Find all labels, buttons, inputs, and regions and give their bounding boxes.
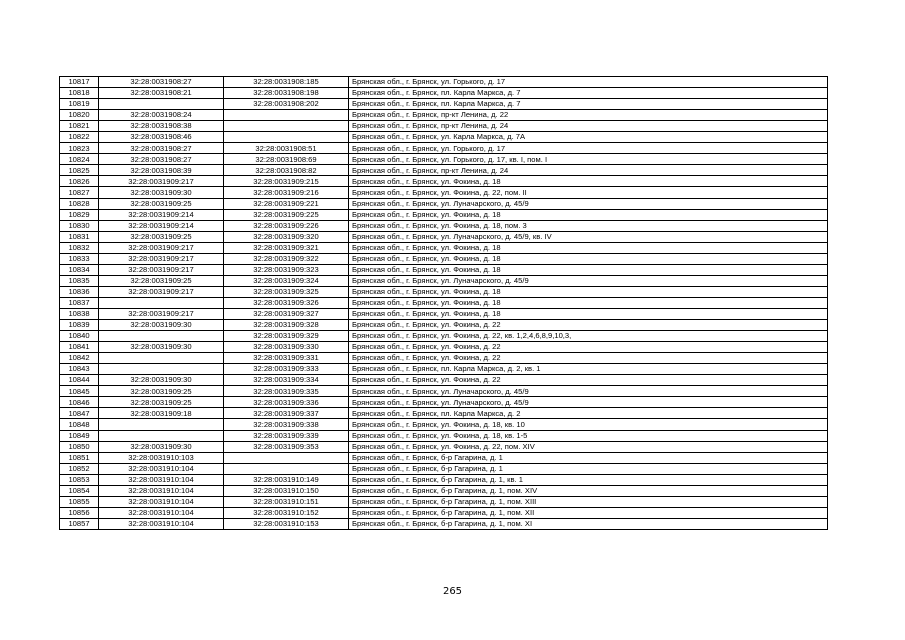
cadastral-number-cell: 32:28:0031908:69 xyxy=(224,154,349,165)
address-cell: Брянская обл., г. Брянск, ул. Фокина, д. 18, кв. 1-5 xyxy=(349,430,828,441)
parent-cadastral-number-cell: 32:28:0031909:25 xyxy=(99,397,224,408)
parent-cadastral-number-cell xyxy=(99,353,224,364)
table-row xyxy=(60,209,828,220)
cadastral-number-cell: 32:28:0031910:152 xyxy=(224,507,349,518)
table-row xyxy=(60,364,828,375)
row-number-cell: 10841 xyxy=(60,342,99,353)
parent-cadastral-number-cell: 32:28:0031909:217 xyxy=(99,253,224,264)
cadastral-number-cell: 32:28:0031909:339 xyxy=(224,430,349,441)
parent-cadastral-number-cell: 32:28:0031909:25 xyxy=(99,231,224,242)
parent-cadastral-number-cell: 32:28:0031909:25 xyxy=(99,386,224,397)
cadastral-number-cell: 32:28:0031909:321 xyxy=(224,242,349,253)
cadastral-number-cell: 32:28:0031909:221 xyxy=(224,198,349,209)
row-number-cell: 10850 xyxy=(60,441,99,452)
address-cell: Брянская обл., г. Брянск, ул. Фокина, д. 18, пом. 3 xyxy=(349,220,828,231)
address-cell: Брянская обл., г. Брянск, ул. Фокина, д. 18 xyxy=(349,297,828,308)
row-number-cell: 10823 xyxy=(60,143,99,154)
row-number-cell: 10832 xyxy=(60,242,99,253)
page-number: 265 xyxy=(442,586,463,597)
parent-cadastral-number-cell xyxy=(99,419,224,430)
table-row xyxy=(60,121,828,132)
table-row xyxy=(60,430,828,441)
cadastral-number-cell: 32:28:0031909:320 xyxy=(224,231,349,242)
cadastral-number-cell xyxy=(224,463,349,474)
parent-cadastral-number-cell: 32:28:0031909:217 xyxy=(99,242,224,253)
row-number-cell: 10846 xyxy=(60,397,99,408)
address-cell: Брянская обл., г. Брянск, б-р Гагарина, д. 1 xyxy=(349,463,828,474)
address-cell: Брянская обл., г. Брянск, ул. Фокина, д. 22, кв. 1,2,4,6,8,9,10,3, xyxy=(349,331,828,342)
parent-cadastral-number-cell: 32:28:0031908:27 xyxy=(99,77,224,88)
parent-cadastral-number-cell: 32:28:0031909:25 xyxy=(99,275,224,286)
cadastral-number-cell xyxy=(224,121,349,132)
row-number-cell: 10843 xyxy=(60,364,99,375)
table-row xyxy=(60,496,828,507)
parent-cadastral-number-cell: 32:28:0031908:27 xyxy=(99,143,224,154)
address-cell: Брянская обл., г. Брянск, ул. Фокина, д. 22 xyxy=(349,320,828,331)
address-cell: Брянская обл., г. Брянск, ул. Фокина, д. 18, кв. 10 xyxy=(349,419,828,430)
cadastral-number-cell: 32:28:0031909:329 xyxy=(224,331,349,342)
parent-cadastral-number-cell: 32:28:0031910:104 xyxy=(99,474,224,485)
table-row xyxy=(60,375,828,386)
parent-cadastral-number-cell: 32:28:0031909:217 xyxy=(99,264,224,275)
table-row xyxy=(60,143,828,154)
address-cell: Брянская обл., г. Брянск, ул. Луначарского, д. 45/9 xyxy=(349,397,828,408)
address-cell: Брянская обл., г. Брянск, пл. Карла Маркса, д. 2, кв. 1 xyxy=(349,364,828,375)
address-cell: Брянская обл., г. Брянск, ул. Горького, д. 17, кв. I, пом. I xyxy=(349,154,828,165)
table-row xyxy=(60,110,828,121)
cadastral-number-cell: 32:28:0031909:328 xyxy=(224,320,349,331)
table-row xyxy=(60,187,828,198)
cadastral-number-cell: 32:28:0031909:225 xyxy=(224,209,349,220)
parent-cadastral-number-cell xyxy=(99,430,224,441)
row-number-cell: 10856 xyxy=(60,507,99,518)
table-row xyxy=(60,198,828,209)
address-cell: Брянская обл., г. Брянск, ул. Фокина, д. 18 xyxy=(349,308,828,319)
cadastral-number-cell: 32:28:0031909:226 xyxy=(224,220,349,231)
table-row xyxy=(60,419,828,430)
cadastral-number-cell: 32:28:0031910:153 xyxy=(224,518,349,529)
cadastral-number-cell: 32:28:0031908:198 xyxy=(224,88,349,99)
parent-cadastral-number-cell: 32:28:0031908:27 xyxy=(99,154,224,165)
address-cell: Брянская обл., г. Брянск, ул. Луначарского, д. 45/9 xyxy=(349,275,828,286)
parent-cadastral-number-cell: 32:28:0031910:103 xyxy=(99,452,224,463)
cadastral-number-cell: 32:28:0031909:324 xyxy=(224,275,349,286)
cadastral-number-cell: 32:28:0031908:202 xyxy=(224,99,349,110)
parent-cadastral-number-cell xyxy=(99,99,224,110)
address-cell: Брянская обл., г. Брянск, пл. Карла Маркса, д. 7 xyxy=(349,99,828,110)
parent-cadastral-number-cell: 32:28:0031910:104 xyxy=(99,463,224,474)
address-cell: Брянская обл., г. Брянск, ул. Фокина, д. 18 xyxy=(349,264,828,275)
address-cell: Брянская обл., г. Брянск, ул. Фокина, д. 18 xyxy=(349,209,828,220)
table-row xyxy=(60,507,828,518)
cadastral-number-cell: 32:28:0031909:334 xyxy=(224,375,349,386)
address-cell: Брянская обл., г. Брянск, пр-кт Ленина, д. 22 xyxy=(349,110,828,121)
cadastral-number-cell: 32:28:0031909:323 xyxy=(224,264,349,275)
table-row xyxy=(60,286,828,297)
cadastral-number-cell: 32:28:0031909:326 xyxy=(224,297,349,308)
parent-cadastral-number-cell: 32:28:0031908:39 xyxy=(99,165,224,176)
parent-cadastral-number-cell: 32:28:0031909:217 xyxy=(99,286,224,297)
row-number-cell: 10834 xyxy=(60,264,99,275)
address-cell: Брянская обл., г. Брянск, ул. Луначарского, д. 45/9 xyxy=(349,198,828,209)
table-row xyxy=(60,154,828,165)
address-cell: Брянская обл., г. Брянск, ул. Фокина, д. 22, пом. II xyxy=(349,187,828,198)
parent-cadastral-number-cell: 32:28:0031909:25 xyxy=(99,198,224,209)
row-number-cell: 10854 xyxy=(60,485,99,496)
parent-cadastral-number-cell: 32:28:0031909:30 xyxy=(99,187,224,198)
table-row xyxy=(60,77,828,88)
address-cell: Брянская обл., г. Брянск, ул. Фокина, д. 18 xyxy=(349,176,828,187)
address-cell: Брянская обл., г. Брянск, пл. Карла Маркса, д. 2 xyxy=(349,408,828,419)
parent-cadastral-number-cell xyxy=(99,364,224,375)
parent-cadastral-number-cell xyxy=(99,331,224,342)
table-row xyxy=(60,242,828,253)
row-number-cell: 10821 xyxy=(60,121,99,132)
cadastral-number-cell xyxy=(224,452,349,463)
cadastral-number-cell: 32:28:0031909:322 xyxy=(224,253,349,264)
address-cell: Брянская обл., г. Брянск, б-р Гагарина, д. 1, пом. XIII xyxy=(349,496,828,507)
address-cell: Брянская обл., г. Брянск, ул. Луначарского, д. 45/9 xyxy=(349,386,828,397)
row-number-cell: 10822 xyxy=(60,132,99,143)
parent-cadastral-number-cell: 32:28:0031909:30 xyxy=(99,375,224,386)
cadastral-number-cell xyxy=(224,110,349,121)
row-number-cell: 10847 xyxy=(60,408,99,419)
cadastral-number-cell: 32:28:0031909:333 xyxy=(224,364,349,375)
cadastral-table xyxy=(59,76,828,530)
row-number-cell: 10844 xyxy=(60,375,99,386)
parent-cadastral-number-cell: 32:28:0031909:30 xyxy=(99,441,224,452)
table-row xyxy=(60,452,828,463)
parent-cadastral-number-cell: 32:28:0031909:214 xyxy=(99,220,224,231)
table-row xyxy=(60,176,828,187)
address-cell: Брянская обл., г. Брянск, ул. Фокина, д. 22 xyxy=(349,353,828,364)
table-row xyxy=(60,408,828,419)
address-cell: Брянская обл., г. Брянск, пр-кт Ленина, д. 24 xyxy=(349,121,828,132)
cadastral-number-cell: 32:28:0031910:151 xyxy=(224,496,349,507)
table-row xyxy=(60,474,828,485)
row-number-cell: 10830 xyxy=(60,220,99,231)
table-row xyxy=(60,88,828,99)
table-row xyxy=(60,331,828,342)
parent-cadastral-number-cell: 32:28:0031909:217 xyxy=(99,308,224,319)
address-cell: Брянская обл., г. Брянск, пр-кт Ленина, д. 24 xyxy=(349,165,828,176)
row-number-cell: 10819 xyxy=(60,99,99,110)
address-cell: Брянская обл., г. Брянск, б-р Гагарина, д. 1, пом. XI xyxy=(349,518,828,529)
row-number-cell: 10826 xyxy=(60,176,99,187)
table-row xyxy=(60,386,828,397)
table-row xyxy=(60,264,828,275)
address-cell: Брянская обл., г. Брянск, ул. Фокина, д. 18 xyxy=(349,253,828,264)
cadastral-number-cell: 32:28:0031909:330 xyxy=(224,342,349,353)
row-number-cell: 10855 xyxy=(60,496,99,507)
row-number-cell: 10824 xyxy=(60,154,99,165)
address-cell: Брянская обл., г. Брянск, пл. Карла Маркса, д. 7 xyxy=(349,88,828,99)
parent-cadastral-number-cell: 32:28:0031909:18 xyxy=(99,408,224,419)
row-number-cell: 10853 xyxy=(60,474,99,485)
table-row xyxy=(60,297,828,308)
address-cell: Брянская обл., г. Брянск, ул. Горького, д. 17 xyxy=(349,143,828,154)
row-number-cell: 10839 xyxy=(60,320,99,331)
address-cell: Брянская обл., г. Брянск, ул. Фокина, д. 22 xyxy=(349,342,828,353)
row-number-cell: 10825 xyxy=(60,165,99,176)
cadastral-number-cell: 32:28:0031909:216 xyxy=(224,187,349,198)
table-row xyxy=(60,485,828,496)
row-number-cell: 10849 xyxy=(60,430,99,441)
row-number-cell: 10845 xyxy=(60,386,99,397)
cadastral-number-cell: 32:28:0031909:338 xyxy=(224,419,349,430)
row-number-cell: 10828 xyxy=(60,198,99,209)
address-cell: Брянская обл., г. Брянск, ул. Фокина, д. 18 xyxy=(349,286,828,297)
table-row xyxy=(60,165,828,176)
address-cell: Брянская обл., г. Брянск, ул. Фокина, д. 18 xyxy=(349,242,828,253)
parent-cadastral-number-cell: 32:28:0031908:38 xyxy=(99,121,224,132)
cadastral-number-cell: 32:28:0031909:335 xyxy=(224,386,349,397)
cadastral-number-cell: 32:28:0031908:51 xyxy=(224,143,349,154)
parent-cadastral-number-cell: 32:28:0031909:30 xyxy=(99,320,224,331)
address-cell: Брянская обл., г. Брянск, б-р Гагарина, д. 1, пом. XIV xyxy=(349,485,828,496)
row-number-cell: 10840 xyxy=(60,331,99,342)
address-cell: Брянская обл., г. Брянск, ул. Фокина, д. 22, пом. XIV xyxy=(349,441,828,452)
table-row xyxy=(60,441,828,452)
table-row xyxy=(60,275,828,286)
cadastral-number-cell: 32:28:0031909:331 xyxy=(224,353,349,364)
row-number-cell: 10835 xyxy=(60,275,99,286)
table-row xyxy=(60,220,828,231)
parent-cadastral-number-cell: 32:28:0031908:21 xyxy=(99,88,224,99)
table-row xyxy=(60,253,828,264)
address-cell: Брянская обл., г. Брянск, б-р Гагарина, д. 1, пом. XII xyxy=(349,507,828,518)
row-number-cell: 10842 xyxy=(60,353,99,364)
row-number-cell: 10818 xyxy=(60,88,99,99)
row-number-cell: 10851 xyxy=(60,452,99,463)
table-row xyxy=(60,397,828,408)
cadastral-number-cell xyxy=(224,132,349,143)
row-number-cell: 10848 xyxy=(60,419,99,430)
parent-cadastral-number-cell: 32:28:0031908:24 xyxy=(99,110,224,121)
parent-cadastral-number-cell: 32:28:0031909:30 xyxy=(99,342,224,353)
table-row xyxy=(60,463,828,474)
address-cell: Брянская обл., г. Брянск, ул. Карла Маркса, д. 7А xyxy=(349,132,828,143)
table-row xyxy=(60,342,828,353)
parent-cadastral-number-cell: 32:28:0031910:104 xyxy=(99,496,224,507)
table-row xyxy=(60,308,828,319)
row-number-cell: 10827 xyxy=(60,187,99,198)
row-number-cell: 10831 xyxy=(60,231,99,242)
cadastral-number-cell: 32:28:0031909:327 xyxy=(224,308,349,319)
parent-cadastral-number-cell: 32:28:0031910:104 xyxy=(99,485,224,496)
cadastral-number-cell: 32:28:0031908:185 xyxy=(224,77,349,88)
row-number-cell: 10838 xyxy=(60,308,99,319)
row-number-cell: 10833 xyxy=(60,253,99,264)
cadastral-number-cell: 32:28:0031910:150 xyxy=(224,485,349,496)
parent-cadastral-number-cell xyxy=(99,297,224,308)
table-row xyxy=(60,99,828,110)
address-cell: Брянская обл., г. Брянск, ул. Луначарского, д. 45/9, кв. IV xyxy=(349,231,828,242)
parent-cadastral-number-cell: 32:28:0031910:104 xyxy=(99,507,224,518)
cadastral-number-cell: 32:28:0031908:82 xyxy=(224,165,349,176)
row-number-cell: 10837 xyxy=(60,297,99,308)
parent-cadastral-number-cell: 32:28:0031908:46 xyxy=(99,132,224,143)
table-row xyxy=(60,320,828,331)
table-row xyxy=(60,353,828,364)
address-cell: Брянская обл., г. Брянск, б-р Гагарина, д. 1 xyxy=(349,452,828,463)
row-number-cell: 10857 xyxy=(60,518,99,529)
table-row xyxy=(60,132,828,143)
parent-cadastral-number-cell: 32:28:0031909:214 xyxy=(99,209,224,220)
row-number-cell: 10836 xyxy=(60,286,99,297)
parent-cadastral-number-cell: 32:28:0031910:104 xyxy=(99,518,224,529)
row-number-cell: 10829 xyxy=(60,209,99,220)
cadastral-number-cell: 32:28:0031909:336 xyxy=(224,397,349,408)
row-number-cell: 10817 xyxy=(60,77,99,88)
table-row xyxy=(60,231,828,242)
cadastral-number-cell: 32:28:0031909:353 xyxy=(224,441,349,452)
cadastral-number-cell: 32:28:0031910:149 xyxy=(224,474,349,485)
table-row xyxy=(60,518,828,529)
cadastral-number-cell: 32:28:0031909:215 xyxy=(224,176,349,187)
cadastral-table-body xyxy=(60,77,828,530)
row-number-cell: 10852 xyxy=(60,463,99,474)
row-number-cell: 10820 xyxy=(60,110,99,121)
cadastral-number-cell: 32:28:0031909:325 xyxy=(224,286,349,297)
address-cell: Брянская обл., г. Брянск, б-р Гагарина, д. 1, кв. 1 xyxy=(349,474,828,485)
cadastral-number-cell: 32:28:0031909:337 xyxy=(224,408,349,419)
address-cell: Брянская обл., г. Брянск, ул. Фокина, д. 22 xyxy=(349,375,828,386)
parent-cadastral-number-cell: 32:28:0031909:217 xyxy=(99,176,224,187)
address-cell: Брянская обл., г. Брянск, ул. Горького, д. 17 xyxy=(349,77,828,88)
